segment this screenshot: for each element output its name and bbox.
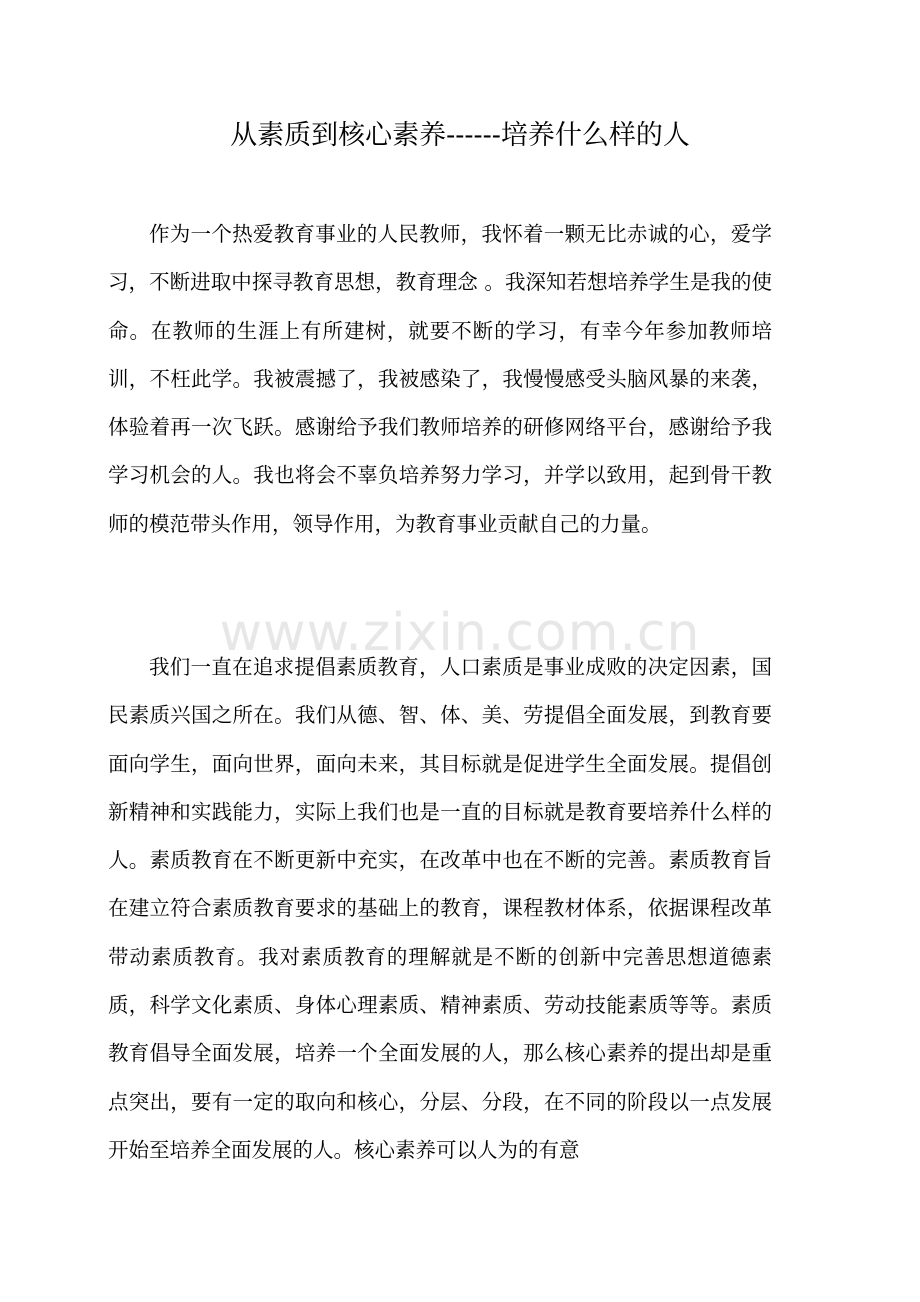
paragraph-1: 作为一个热爱教育事业的人民教师，我怀着一颗无比赤诚的心，爱学习，不断进取中探寻教育思想，教育理念 。我深知若想培养学生是我的使命。在教师的生涯上有所建树，就要不断的学习，有幸今年参加教师培训，不枉此学。我被震撼了，我被感染了，我慢慢感受头脑风暴的来袭，体验着再一次飞跃。感谢给予我们教师培养的研修网络平台，感谢给予我学习机会的人。我也将会不辜负培养努力学习，并学以致用，起到骨干教师的模范带头作用，领导作用，为教育事业贡献自己的力量。 <box>108 222 772 536</box>
paragraph-2: 我们一直在追求提倡素质教育，人口素质是事业成败的决定因素，国民素质兴国之所在。我们从德、智、体、美、劳提倡全面发展，到教育要面向学生，面向世界，面向未来，其目标就是促进学生全面发展。提倡创新精神和实践能力，实际上我们也是一直的目标就是教育要培养什么样的人。素质教育在不断更新中充实，在改革中也在不断的完善。素质教育旨在建立符合素质教育要求的基础上的教育，课程教材体系，依据课程改革带动素质教育。我对素质教育的理解就是不断的创新中完善思想道德素质，科学文化素质、身体心理素质、精神素质、劳动技能素质等等。素质教育倡导全面发展，培养一个全面发展的人，那么核心素养的提出却是重点突出，要有一定的取向和核心，分层、分段，在不同的阶段以一点发展开始至培养全面发展的人。核心素养可以人为的有意 <box>108 655 772 1162</box>
document-title: 从素质到核心素养------培养什么样的人 <box>230 120 690 151</box>
watermark-text: www.zixin.com.cn <box>219 603 701 663</box>
